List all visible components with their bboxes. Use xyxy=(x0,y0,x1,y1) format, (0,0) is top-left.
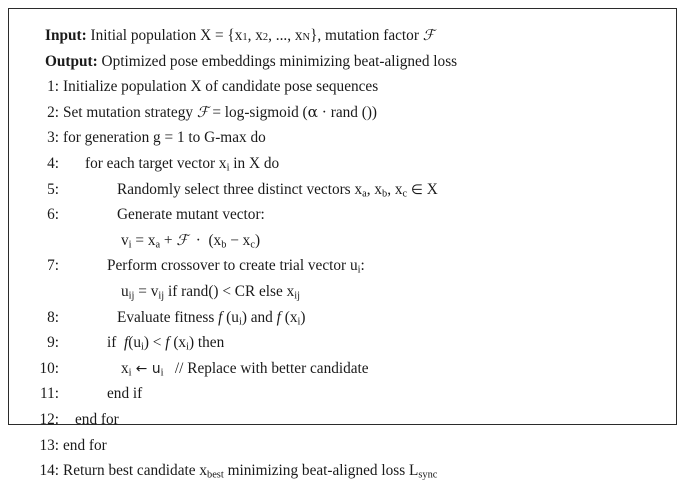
algorithm-pseudocode-box xyxy=(8,8,677,481)
input-text-b: , x xyxy=(247,27,263,44)
subscript-i: i xyxy=(226,162,230,174)
step-line-12 xyxy=(9,407,676,433)
step-text-14 xyxy=(59,458,437,484)
step8-text-a: Evaluate fitness xyxy=(117,308,219,326)
subscript-i: i xyxy=(357,264,361,276)
step-text-1: Initialize population X of candidate pose sequences xyxy=(63,78,379,96)
formula-u: u xyxy=(121,282,129,300)
fitness-function-symbol: f xyxy=(165,334,170,352)
step-text-10 xyxy=(59,356,369,383)
step-line-4 xyxy=(9,151,676,177)
step-number-10: 10: xyxy=(39,359,59,377)
input-line: Input: Initial population X = {x 1 , x 2 , ..., x N }, mutation factor ℱ xyxy=(9,23,676,49)
subscript-ij: ij xyxy=(158,290,165,302)
formula-plus: + xyxy=(160,231,177,249)
step5-text-e: X xyxy=(422,180,438,198)
step14-text-b: minimizing beat-aligned loss L xyxy=(223,462,419,480)
step9-text-c: ) < xyxy=(143,334,166,352)
fitness-function-symbol: f xyxy=(218,308,223,326)
step-number-6: 6: xyxy=(47,206,59,224)
step-text-8 xyxy=(59,305,306,331)
input-text-d: }, mutation factor xyxy=(310,27,423,44)
left-arrow-icon: ← u xyxy=(131,360,161,377)
crossover-formula xyxy=(59,279,300,305)
formula-minus: − x xyxy=(226,231,251,249)
output-label: Output: xyxy=(45,52,98,70)
step8-text-b: (u xyxy=(222,308,239,326)
step4-text-a: for each target vector x xyxy=(85,154,227,172)
step9-text-b: (u xyxy=(128,334,141,352)
subscript-ij: ij xyxy=(294,290,301,302)
step5-text-a: Randomly select three distinct vectors x xyxy=(117,180,363,198)
script-f-symbol: ℱ xyxy=(422,27,435,44)
alpha-symbol: α xyxy=(307,102,318,121)
step-text-7 xyxy=(59,253,365,279)
step-line-11 xyxy=(9,381,676,407)
step-text-3: for generation g = 1 to G-max do xyxy=(63,129,266,147)
step9-text-a: if xyxy=(107,334,124,352)
subscript-i: i xyxy=(128,239,132,251)
step5-text-b: , x xyxy=(366,180,383,198)
step-number-12: 12: xyxy=(39,410,59,428)
subscript-b: b xyxy=(221,239,227,251)
formula-condition: if rand() < CR else x xyxy=(164,282,295,300)
formula-eq: = x xyxy=(131,231,156,249)
mutation-formula xyxy=(59,228,260,254)
script-f-symbol: ℱ xyxy=(196,103,209,121)
step-line-10 xyxy=(9,356,676,382)
step10-comment: // Replace with better candidate xyxy=(163,359,369,377)
step-text-2 xyxy=(59,100,377,126)
step14-text-a: Return best candidate x xyxy=(63,462,207,480)
step9-text-e: ) then xyxy=(188,334,225,352)
step-text-5 xyxy=(59,177,438,204)
step8-text-e: ) xyxy=(300,308,306,326)
step-line-6 xyxy=(9,202,676,228)
step-line-3 xyxy=(9,125,676,151)
subscript-i: i xyxy=(141,341,144,353)
subscript-i: i xyxy=(128,367,132,379)
input-text-a: Initial population X = {x xyxy=(86,27,243,44)
input-text-c: , ..., x xyxy=(268,27,303,44)
step7-text-a: Perform crossover to create trial vector u xyxy=(107,257,358,275)
step-text-9 xyxy=(59,330,224,356)
subscript-c: c xyxy=(402,188,408,200)
step-text-4 xyxy=(59,151,279,177)
step-number-5: 5: xyxy=(47,180,59,198)
subscript-c: c xyxy=(250,239,255,251)
mutation-formula-line xyxy=(9,228,676,254)
fitness-function-symbol: f xyxy=(276,308,281,326)
fitness-function-symbol: f xyxy=(124,334,129,352)
element-of-icon: ∈ xyxy=(410,181,423,198)
step2-text-c: · rand ()) xyxy=(317,103,378,121)
step-number-8: 8: xyxy=(47,308,59,326)
subscript-a: a xyxy=(155,239,161,251)
step-text-13: end for xyxy=(63,436,107,454)
subscript-i: i xyxy=(238,316,242,328)
step2-text-b: = log-sigmoid ( xyxy=(208,103,308,121)
step9-text-d: (x xyxy=(169,334,187,352)
subscript-b: b xyxy=(382,188,388,200)
step-line-14 xyxy=(9,458,676,484)
step-line-8 xyxy=(9,305,676,331)
step-number-13: 13: xyxy=(39,436,59,454)
formula-eq: = v xyxy=(134,282,159,300)
step-number-2: 2: xyxy=(47,103,59,121)
step10-text-a: x xyxy=(121,359,129,377)
step-number-4: 4: xyxy=(47,154,59,172)
step-number-1: 1: xyxy=(47,78,59,96)
subscript-best: best xyxy=(207,469,224,481)
step7-text-b: : xyxy=(360,257,365,275)
step4-text-b: in X do xyxy=(229,154,280,172)
step-line-7 xyxy=(9,253,676,279)
step-text-12: end for xyxy=(75,410,119,428)
step-line-1 xyxy=(9,74,676,100)
formula-close: ) xyxy=(254,231,261,249)
subscript-i: i xyxy=(160,367,164,379)
pseudocode-body xyxy=(9,9,676,484)
step-number-3: 3: xyxy=(47,129,59,147)
subscript-ij: ij xyxy=(128,290,135,302)
step-line-5 xyxy=(9,177,676,203)
step-line-9 xyxy=(9,330,676,356)
step5-text-c: , x xyxy=(387,180,403,198)
subscript-sync: sync xyxy=(418,469,438,481)
step-number-11: 11: xyxy=(40,385,59,403)
step-text-6: Generate mutant vector: xyxy=(117,206,265,224)
step8-text-d: (x xyxy=(280,308,298,326)
step-line-2 xyxy=(9,100,676,126)
step-number-14: 14: xyxy=(39,462,59,480)
script-f-symbol: ℱ xyxy=(176,231,189,249)
input-label: Input: xyxy=(45,27,87,44)
subscript-i: i xyxy=(297,316,301,328)
step-number-9: 9: xyxy=(47,334,59,352)
step-number-7: 7: xyxy=(47,257,59,275)
step-line-13 xyxy=(9,433,676,459)
subscript-i: i xyxy=(186,341,189,353)
formula-v: v xyxy=(121,231,129,249)
step8-text-c: ) and xyxy=(241,308,277,326)
crossover-formula-line xyxy=(9,279,676,305)
formula-dot: · (x xyxy=(188,231,222,249)
subscript-a: a xyxy=(362,188,367,200)
output-text: Optimized pose embeddings minimizing beat-aligned loss xyxy=(97,52,458,70)
output-line xyxy=(9,49,676,75)
step-text-11: end if xyxy=(107,385,143,403)
step2-text-a: Set mutation strategy xyxy=(63,103,197,121)
